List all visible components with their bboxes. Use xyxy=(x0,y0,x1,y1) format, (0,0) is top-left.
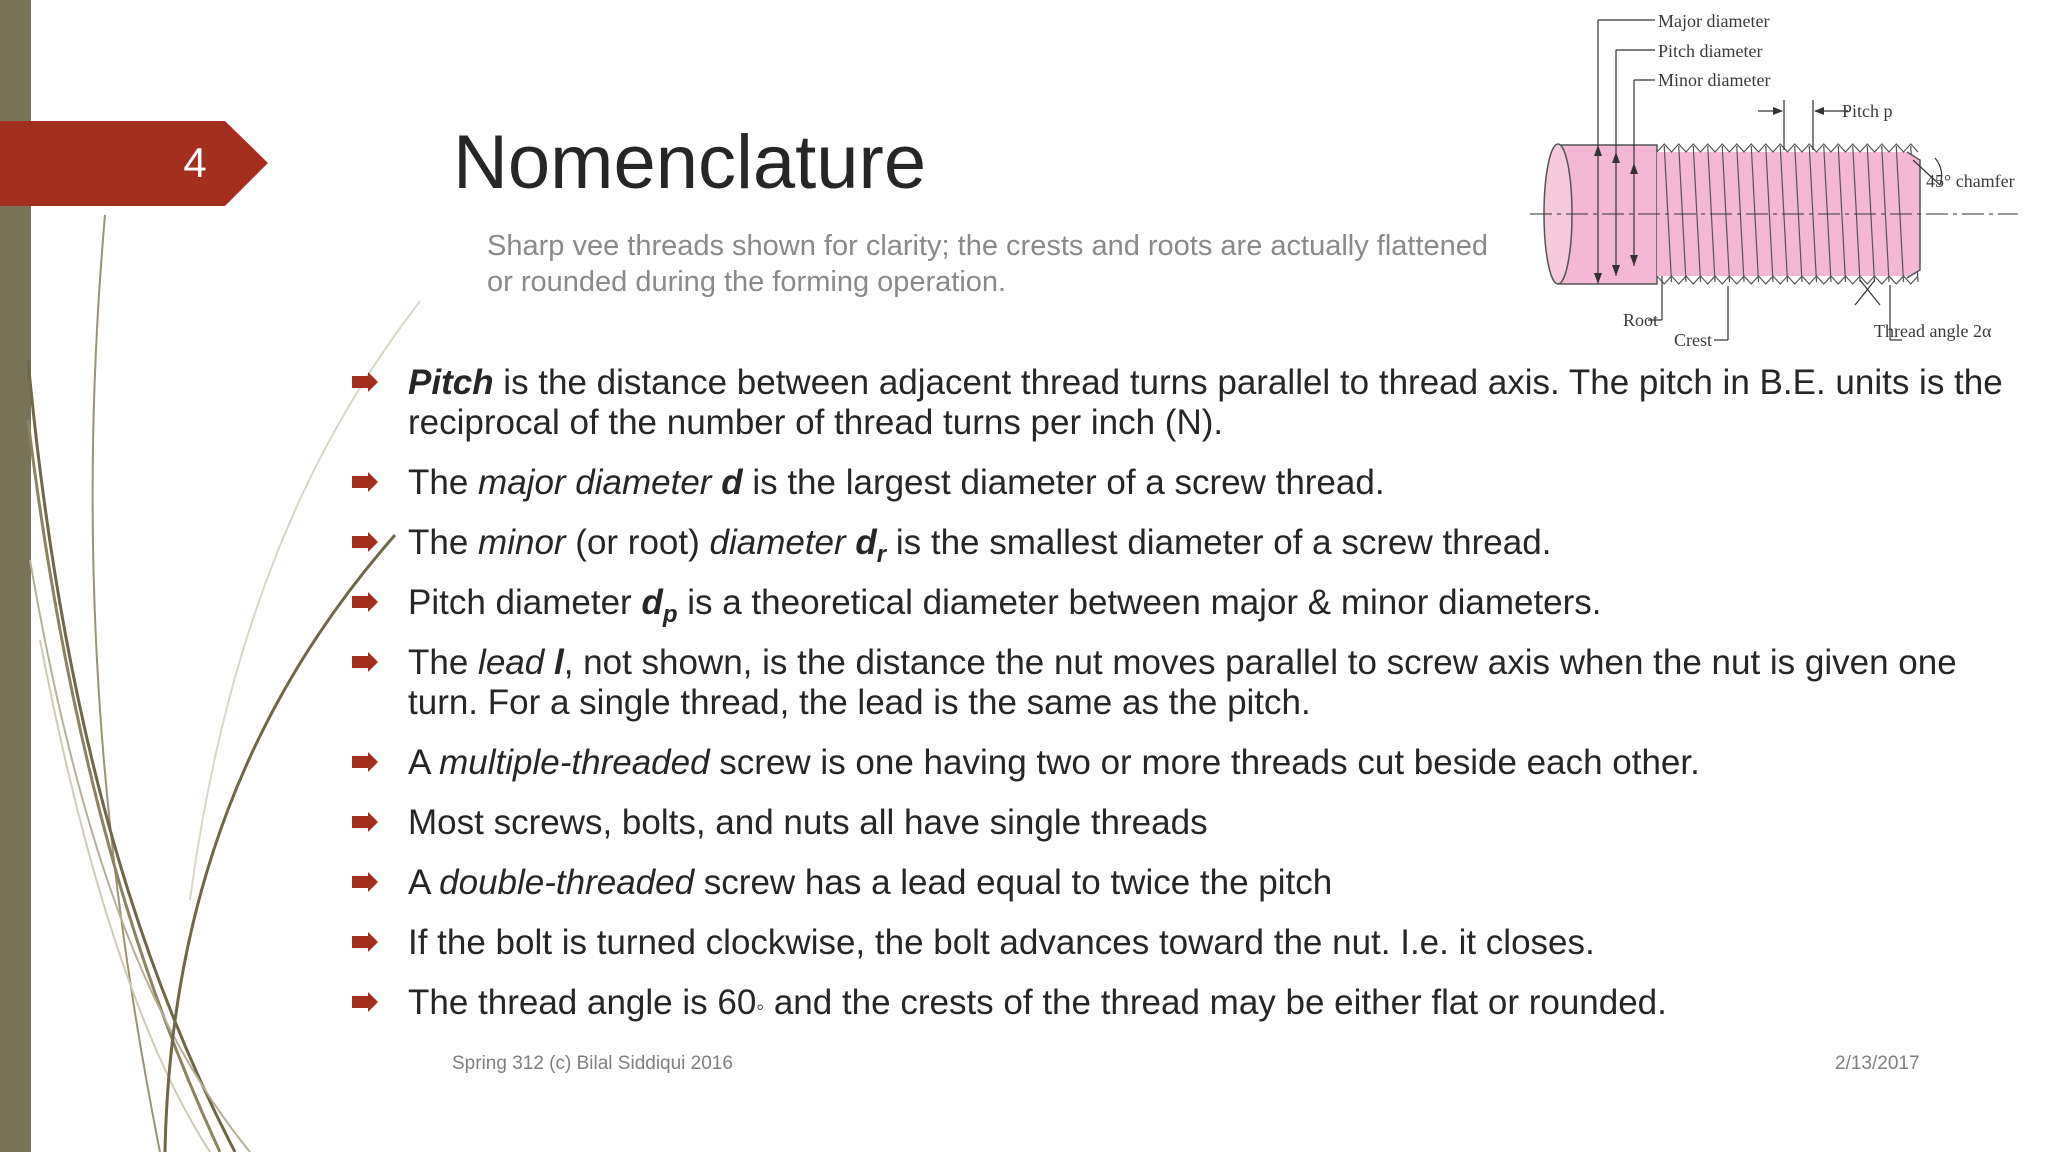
bullet-arrow-icon xyxy=(352,932,378,952)
bullet-double-threaded: A double-threaded screw has a lead equal to twice the pitch xyxy=(352,863,2012,903)
bullet-list xyxy=(352,363,2012,1047)
bullet-arrow-icon xyxy=(352,752,378,772)
bullet-arrow-icon xyxy=(352,372,378,392)
label-pitch-diameter: Pitch diameter xyxy=(1658,41,1763,61)
label-crest: Crest xyxy=(1674,330,1712,350)
footer-copyright: Spring 312 (c) Bilal Siddiqui 2016 xyxy=(452,1053,733,1074)
bullet-major-diameter: The major diameter d is the largest diameter of a screw thread. xyxy=(352,463,2012,503)
bullet-arrow-icon xyxy=(352,592,378,612)
slide-title: Nomenclature xyxy=(453,120,927,205)
label-thread-angle: Thread angle 2α xyxy=(1874,321,1992,341)
label-pitch-p: Pitch p xyxy=(1842,101,1893,121)
label-minor-diameter: Minor diameter xyxy=(1658,70,1771,90)
bullet-clockwise: If the bolt is turned clockwise, the bolt advances toward the nut. I.e. it closes. xyxy=(352,923,2012,963)
footer-date: 2/13/2017 xyxy=(1835,1053,1920,1074)
bullet-arrow-icon xyxy=(352,472,378,492)
bullet-minor-diameter: The minor (or root) diameter $d_r$ is the smallest diameter of a screw thread. xyxy=(352,523,2012,563)
label-root: Root xyxy=(1623,310,1659,330)
bullet-arrow-icon xyxy=(352,872,378,892)
subtitle-line-2: or rounded during the forming operation. xyxy=(487,266,1007,298)
bullet-pitch-diameter: Pitch diameter $d_p$ is a theoretical diameter between major & minor diameters. xyxy=(352,583,2012,623)
thread-crest-top xyxy=(1657,144,1918,152)
bullet-thread-angle: The thread angle is 60◦ and the crests of the thread may be either flat or rounded. xyxy=(352,983,2012,1027)
bullet-lead: The lead l, not shown, is the distance the nut moves parallel to screw axis when the nut is given one turn. For a single thread, the lead is the same as the pitch. xyxy=(352,643,2012,723)
bullet-arrow-icon xyxy=(352,652,378,672)
bullet-arrow-icon xyxy=(352,992,378,1012)
slide-subtitle xyxy=(487,228,1522,300)
bullet-arrow-icon xyxy=(352,812,378,832)
bullet-pitch: Pitch is the distance between adjacent thread turns parallel to thread axis. The pitch in B.E. units is the reciprocal of the number of thread turns per inch (N). xyxy=(352,363,2012,443)
slide-number: 4 xyxy=(183,139,207,186)
bullet-single-threads: Most screws, bolts, and nuts all have single threads xyxy=(352,803,2012,843)
bullet-multiple-threaded: A multiple-threaded screw is one having two or more threads cut beside each other. xyxy=(352,743,2012,783)
label-major-diameter: Major diameter xyxy=(1658,11,1770,31)
subtitle-line-1: Sharp vee threads shown for clarity; the crests and roots are actually flattened xyxy=(487,230,1489,262)
label-chamfer: 45° chamfer xyxy=(1926,171,2015,191)
screw-thread-diagram xyxy=(1530,0,2048,360)
bullet-arrow-icon xyxy=(352,532,378,552)
